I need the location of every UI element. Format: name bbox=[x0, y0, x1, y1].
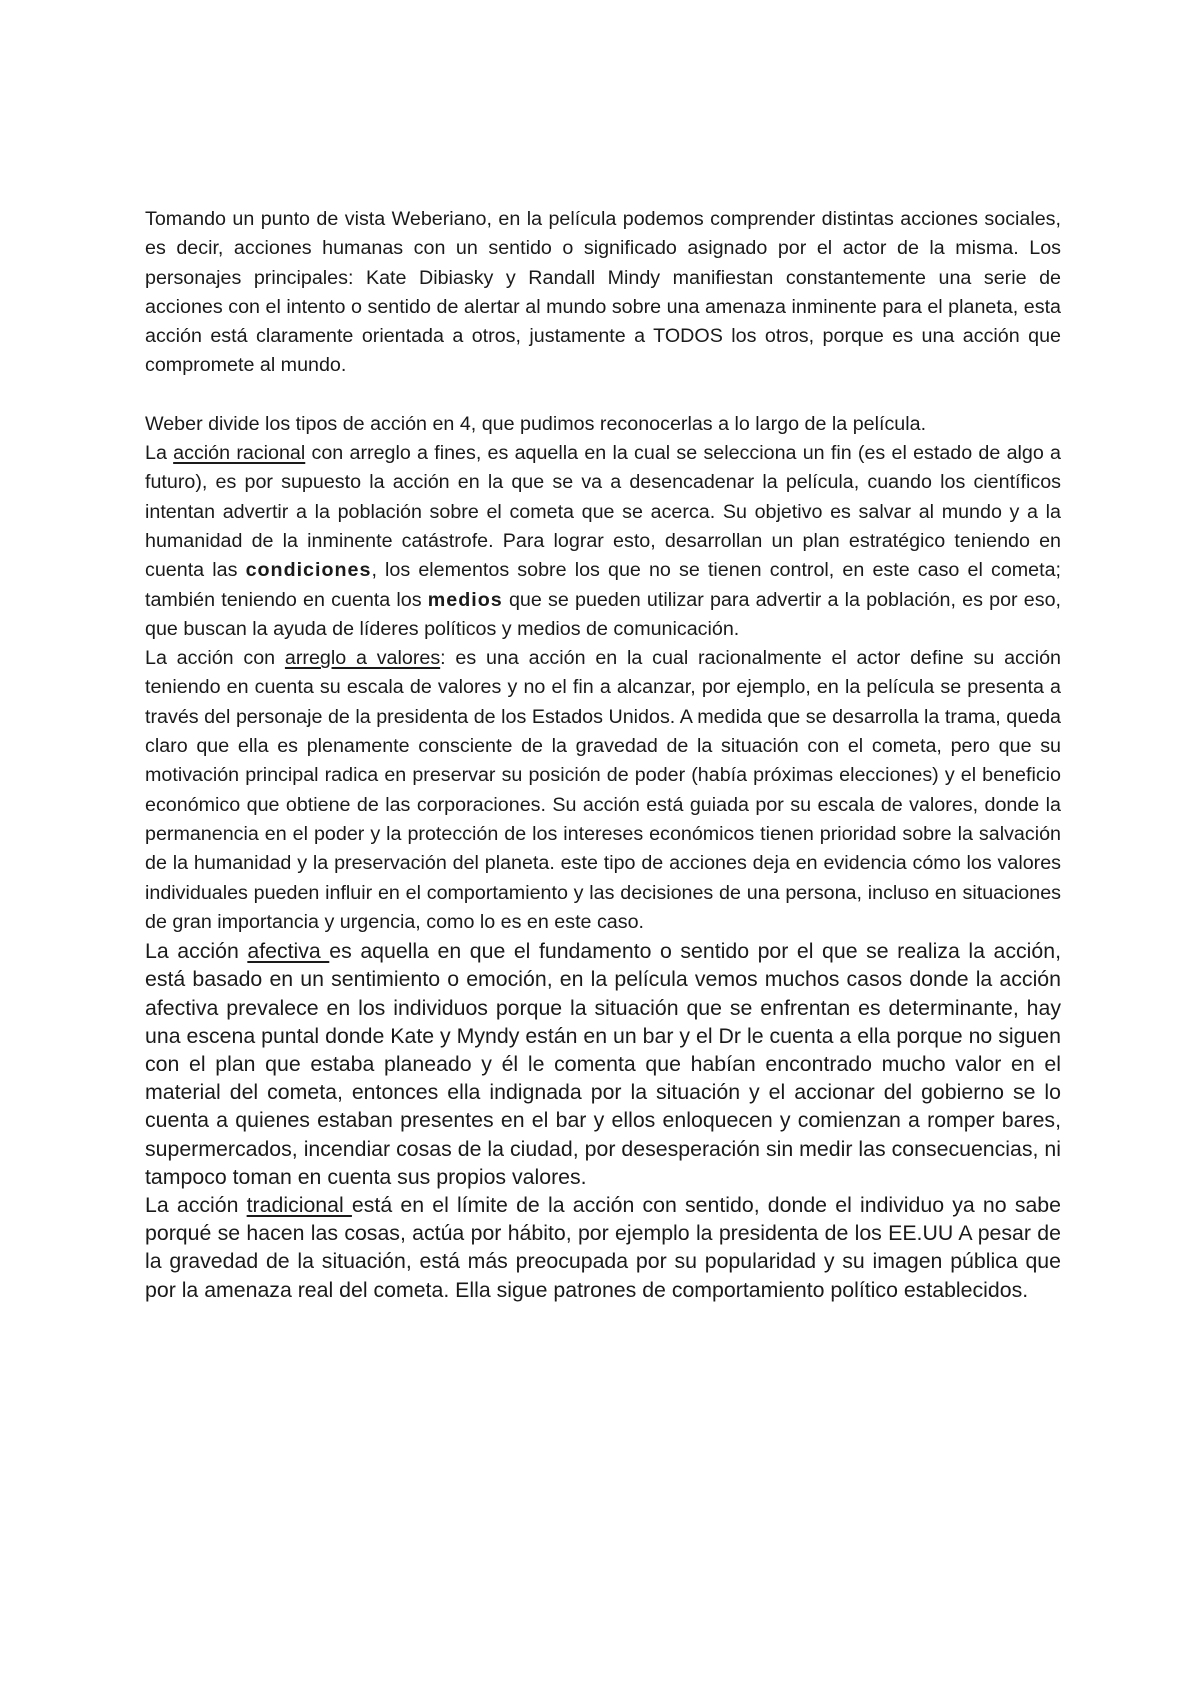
paragraph-traditional-action bbox=[145, 1191, 1061, 1304]
affective-action-before: La acción bbox=[145, 939, 248, 964]
value-action-text: : es una acción en la cual racionalmente el actor define su acción teniendo en cuenta su escala de valores y no el fin a alcanzar, por ejemplo, en la película se presenta a través del personaje de la presidenta de los Estados Unidos. A medida que se desarrolla la trama, queda claro que ella es plenamente consciente de la gravedad de la situación con el cometa, pero que su motivación principal radica en preservar su posición de poder (había próximas elecciones) y el beneficio económico que obtiene de las corporaciones. Su acción está guiada por su escala de valores, donde la permanencia en el poder y la protección de los intereses económicos tienen prioridad sobre la salvación de la humanidad y la preservación del planeta. este tipo de acciones deja en evidencia cómo los valores individuales pueden influir en el comportamiento y las decisiones de una persona, incluso en situaciones de gran importancia y urgencia, como lo es en este caso. bbox=[145, 647, 1062, 933]
paragraph-weber-types bbox=[145, 410, 1061, 439]
paragraph-value-action bbox=[145, 644, 1061, 937]
value-action-before: La acción con bbox=[145, 647, 285, 670]
paragraph-gap bbox=[145, 381, 1061, 410]
paragraph-affective-action bbox=[145, 937, 1061, 1191]
paragraph-weber-types-text: Weber divide los tipos de acción en 4, que pudimos reconocerlas a lo largo de la película. bbox=[145, 412, 927, 435]
term-means: medios bbox=[427, 588, 503, 611]
paragraph-rational-action bbox=[145, 439, 1061, 644]
rational-action-text-c: que se pueden utilizar para advertir a la población, es por eso, que buscan la ayuda de líderes políticos y medios de comunicación. bbox=[145, 588, 1061, 640]
term-rational-action: acción racional bbox=[173, 442, 306, 465]
rational-action-text-b: , los elementos sobre los que no se tienen control, en este caso el cometa; también teniendo en cuenta los bbox=[145, 559, 1062, 611]
term-traditional-action: tradicional bbox=[246, 1192, 352, 1217]
traditional-action-before: La acción bbox=[145, 1192, 247, 1217]
rational-action-text-a: con arreglo a fines, es aquella en la cual se selecciona un fin (es el estado de algo a futuro), es por supuesto la acción en la que se va a desencadenar la película, cuando los científicos intentan advertir a la población sobre el cometa que se acerca. Su objetivo es salvar al mundo y a la humanidad de la inminente catástrofe. Para lograr esto, desarrollan un plan estratégico teniendo en cuenta las bbox=[145, 442, 1061, 582]
term-value-action: arreglo a valores bbox=[284, 647, 441, 670]
paragraph-intro-text: Tomando un punto de vista Weberiano, en la película podemos comprender distintas acciones sociales, es decir, acciones humanas con un sentido o significado asignado por el actor de la misma. Los personajes principales: Kate Dibiasky y Randall Mindy manifiestan constantemente una serie de acciones con el intento o sentido de alertar al mundo sobre una amenaza inminente para el planeta, esta acción está claramente orientada a otros, justamente a TODOS los otros, porque es una acción que compromete al mundo. bbox=[145, 208, 1061, 377]
term-conditions: condiciones bbox=[245, 559, 372, 582]
document-page bbox=[145, 205, 1061, 1304]
traditional-action-text: está en el límite de la acción con sentido, donde el individuo ya no sabe porqué se hacen las cosas, actúa por hábito, por ejemplo la presidenta de los EE.UU A pesar de la gravedad de la situación, está más preocupada por su popularidad y su imagen pública que por la amenaza real del cometa. Ella sigue patrones de comportamiento político establecidos. bbox=[145, 1192, 1061, 1302]
rational-action-before: La bbox=[145, 442, 174, 465]
affective-action-text: es aquella en que el fundamento o sentido por el que se realiza la acción, está basado en un sentimiento o emoción, en la película vemos muchos casos donde la acción afectiva prevalece en los individuos porque la situación que se enfrentan es determinante, hay una escena puntal donde Kate y Myndy están en un bar y el Dr le cuenta a ella porque no siguen con el plan que estaba planeado y él le comenta que habían encontrado mucho valor en el material del cometa, entonces ella indignada por la situación y el accionar del gobierno se lo cuenta a quienes estaban presentes en el bar y ellos enloquecen y comienzan a romper bares, supermercados, incendiar cosas de la ciudad, por desesperación sin medir las consecuencias, ni tampoco toman en cuenta sus propios valores. bbox=[145, 939, 1061, 1189]
paragraph-intro bbox=[145, 205, 1061, 381]
term-affective-action: afectiva bbox=[247, 939, 330, 964]
